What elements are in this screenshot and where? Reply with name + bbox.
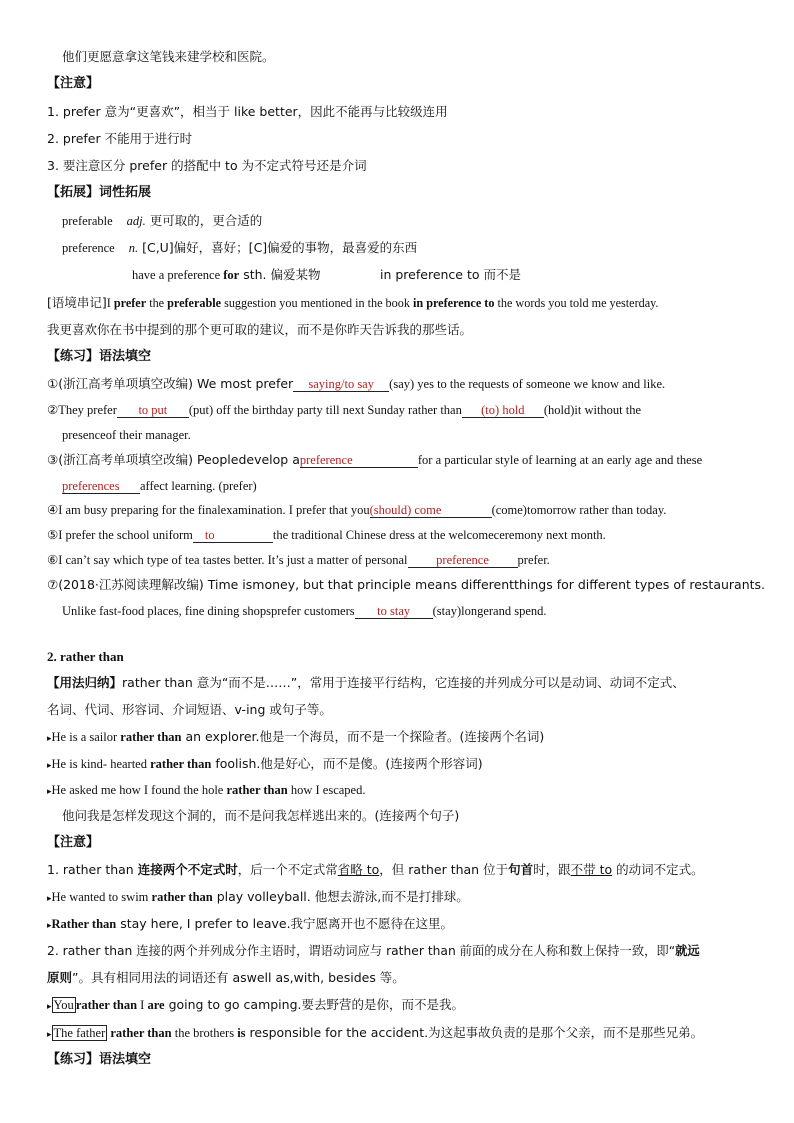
answer-blank: to	[193, 528, 273, 543]
answer-blank: to stay	[355, 604, 433, 619]
word-preferable: preferable adj. 更可取的，更合适的	[62, 213, 263, 228]
practice-heading-2: 【练习】语法填空	[47, 1052, 152, 1067]
note-example-1: ▸He wanted to swim rather than play volleyball. 他想去游泳,而不是打排球。	[47, 889, 469, 904]
answer-blank: saying/to say	[293, 377, 389, 392]
example-3: ▸He asked me how I found the hole rather than how I escaped.	[47, 783, 366, 797]
note-rule-2: 2. rather than 连接的两个并列成分作主语时，谓语动词应与 rather than 前面的成分在人称和数上保持一致，即“就远	[47, 944, 700, 958]
note-rule-1: 1. rather than 连接两个不定式时，后一个不定式常省略 to，但 rather than 位于句首时，跟不带 to 的动词不定式。	[47, 862, 704, 877]
phrase-have-a-preference: have a preference for sth. 偏爱某物	[132, 267, 321, 282]
exercise-7: ⑦(2018·江苏阅读理解改编) Time ismoney, but that principle means differentthings for different types of restaurants.	[47, 577, 766, 592]
boxed-subject: You	[53, 998, 74, 1012]
exercise-7-cont: Unlike fast-food places, fine dining shopsprefer customers to stay (stay)longerand spend.	[62, 604, 547, 618]
exercise-6: ⑥I can’t say which type of tea tastes better. It’s just a matter of personal preference prefer.	[47, 552, 550, 567]
note-rule-2-cont: 原则”。具有相同用法的词语还有 aswell as,with, besides 等。	[47, 970, 405, 985]
exercise-4: ④I am busy preparing for the finalexamination. I prefer that you(should) come (come)tomorrow rather than today.	[47, 502, 667, 517]
usage-summary: 【用法归纳】rather than 意为“而不是……”，常用于连接平行结构，它连接的并列成分可以是动词、动词不定式、	[47, 675, 685, 690]
exercise-2-cont: presenceof their manager.	[62, 428, 191, 442]
note-item-3: 3. 要注意区分 prefer 的搭配中 to 为不定式符号还是介词	[47, 158, 367, 173]
note-item-2: 2. prefer 不能用于进行时	[47, 131, 193, 146]
answer-blank: preferences	[62, 479, 140, 494]
example-2: ▸He is kind- hearted rather than foolish.他是好心，而不是傻。(连接两个形容词)	[47, 756, 483, 771]
note-item-1: 1. prefer 意为“更喜欢”，相当于 like better，因此不能再与比较级连用	[47, 104, 448, 119]
extension-heading: 【拓展】词性拓展	[47, 185, 152, 200]
exercise-3: ③(浙江高考单项填空改编) Peopledevelop apreference for a particular style of learning at an early age and these	[47, 452, 703, 467]
answer-blank: preference	[300, 453, 418, 468]
note-example-2: ▸Rather than stay here, I prefer to leave.我宁愿离开也不愿待在这里。	[47, 916, 454, 931]
answer-blank: preference	[408, 553, 518, 568]
exercise-3-cont: preferences affect learning. (prefer)	[62, 479, 257, 493]
translation-line: 他们更愿意拿这笔钱来建学校和医院。	[62, 49, 275, 64]
answer-blank: (to) hold	[462, 403, 544, 418]
context-translation: 我更喜欢你在书中提到的那个更可取的建议，而不是你昨天告诉我的那些话。	[47, 322, 473, 337]
example-3-translation: 他问我是怎样发现这个洞的，而不是问我怎样逃出来的。(连接两个句子)	[62, 808, 460, 823]
example-1: ▸He is a sailor rather than an explorer.他是一个海员，而不是一个探险者。(连接两个名词)	[47, 729, 545, 744]
exercise-2: ②They prefer to put (put) off the birthday party till next Sunday rather than (to) hold (hold)it without the	[47, 402, 642, 417]
context-sentence: [语境串记]I prefer the preferable suggestion you mentioned in the book in preference to the words you told me yesterday.	[47, 295, 659, 310]
section-title-rather-than: 2. rather than	[47, 649, 124, 664]
exercise-1: ①(浙江高考单项填空改编) We most prefer saying/to say (say) yes to the requests of someone we know and like.	[47, 376, 666, 391]
phrase-in-preference-to: in preference to 而不是	[380, 267, 521, 282]
note-example-3: ▸ You rather than I are going to go camping.要去野营的是你，而不是我。	[47, 997, 464, 1012]
usage-summary-cont: 名词、代词、形容词、介词短语、v-ing 或句子等。	[47, 702, 332, 717]
practice-heading: 【练习】语法填空	[47, 349, 152, 364]
note-heading: 【注意】	[47, 76, 100, 91]
answer-blank: to put	[117, 403, 189, 418]
exercise-5: ⑤I prefer the school uniform to the traditional Chinese dress at the welcomeceremony next month.	[47, 527, 606, 542]
boxed-subject: The father	[53, 1026, 106, 1040]
note-example-4: ▸ The father rather than the brothers is responsible for the accident.为这起事故负责的是那个父亲，而不是那些兄弟。	[47, 1025, 704, 1040]
answer-blank: (should) come	[370, 503, 492, 518]
word-preference: preference n. [C,U]偏好，喜好；[C]偏爱的事物，最喜爱的东西	[62, 240, 418, 255]
note-heading-2: 【注意】	[47, 835, 100, 850]
